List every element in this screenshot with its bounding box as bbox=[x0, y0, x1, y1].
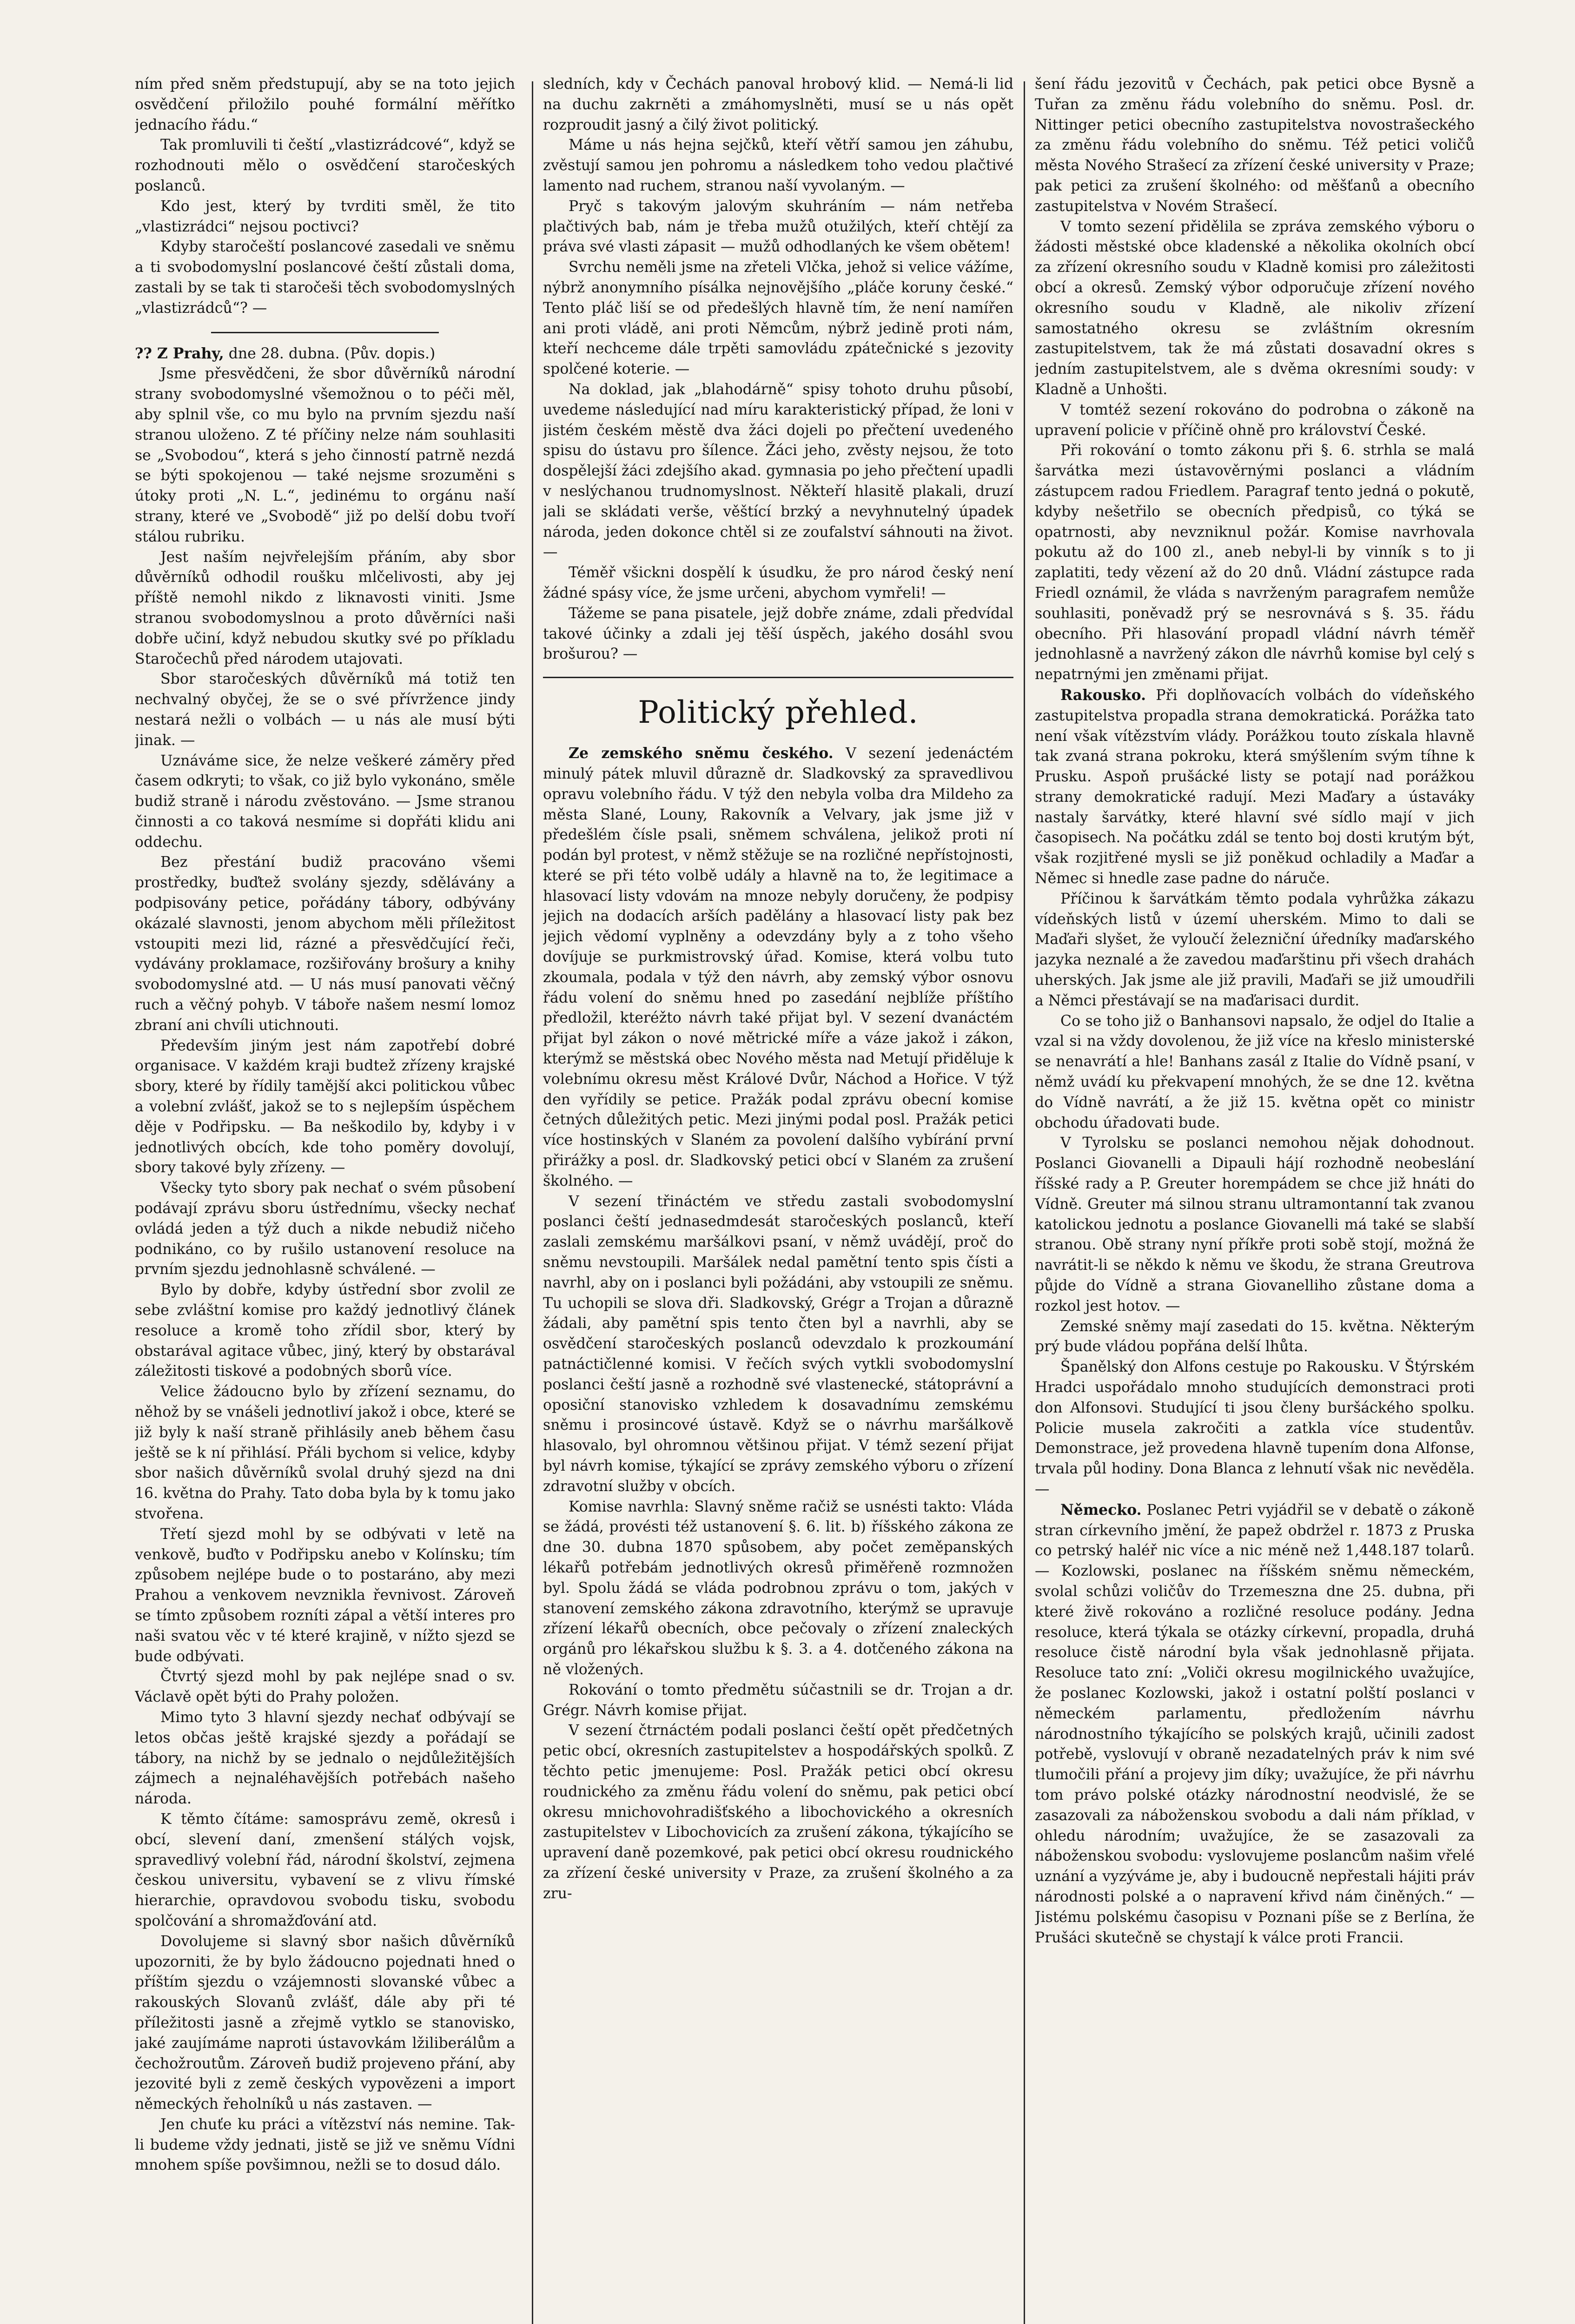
paragraph: V tomto sezení přidělila se zpráva zemského výboru o žádosti městské obce kladenské a několika okolních obcí za zřízení okresního soudu v Kladně komisi pro záležitosti obcí a okresů. Zemský výbor odporučuje zřízení nového okresního soudu v Kladně, ale nikoliv zřízení samostatného okresu se zvláštním okresním zastupitelstvem, tak že má zůstati dosavadní okres s jedním zastupitelstvem, ale s dvěma okresními soudy: v Kladně a Unhošti. bbox=[1035, 218, 1475, 398]
column-3 bbox=[1035, 74, 1475, 2322]
paragraph: Velice žádoucno bylo by zřízení seznamu, do něhož by se vnášeli jednotliví jakož i obce, které se již byly k naší straně přihlásily aneb během času ještě se k ní přihlásí. Přáli bychom si velice, kdyby sbor našich důvěrníků svolal druhý sjezd na dni 16. května do Prahy. Tato doba byla by k tomu jako stvořena. bbox=[135, 1383, 515, 1522]
paragraph: Na doklad, jak „blahodárně“ spisy tohoto druhu působí, uvedeme následující nad míru karakteristický případ, že loni v jistém českém městě dva žáci dojeli po přečtení uvedeného spisu do ústavu pro šílence. Žáci jeho, zvěsty nejsou, že toto dospělejší žáci zdejšího akad. gymnasia po jeho přečtení upadli v neslýchanou trudnomyslnost. Někteří hlasitě plakali, druzí jali se skládati verše, věštící brzký a nevyhnutelný úpadek národa, jeden dokonce chtěl si ze zoufalství sáhnouti na život. — bbox=[543, 381, 1013, 561]
dateline-place: ?? Z Prahy, bbox=[135, 344, 224, 362]
paragraph: Tážeme se pana pisatele, jejž dobře známe, zdali předvídal takové účinky a zdali jej těší úspěch, jakého dosáhl svou brošurou? — bbox=[543, 605, 1013, 663]
paragraph: Jsme přesvědčeni, že sbor důvěrníků národní strany svobodomyslné všemožnou o to péči měl, aby splnil vše, co mu bylo na prvním sjezdu naší stranou uloženo. Z té příčiny nelze nám souhlasiti se „Svobodou“, která s jeho činností patrně nezdá se býti spokojenou — také nejsme srozuměni s útoky proti „N. L.“, jedinému to orgánu naší strany, které ve „Svobodě“ již po delší dobu tvoří stálou rubriku. bbox=[135, 365, 515, 545]
paragraph: K těmto čítáme: samosprávu země, okresů i obcí, slevení daní, zmenšení stálých vojsk, spravedlivý volební řád, národní školství, zejmena českou universitu, vybavení se z vlivu římské hierarchie, opravdovou svobodu tisku, svobodu spolčování a shromažďování atd. bbox=[135, 1810, 515, 1929]
paragraph: Čtvrtý sjezd mohl by pak nejlépe snad o sv. Václavě opět býti do Prahy položen. bbox=[135, 1668, 515, 1706]
paragraph: Máme u nás hejna sejčků, kteří větří samou jen záhubu, zvěstují samou jen pohromu a následkem toho vedou plačtivé lamento nad ruchem, stranou naší vyvolaným. — bbox=[543, 137, 1013, 194]
dateline bbox=[135, 343, 515, 364]
column-2 bbox=[543, 74, 1013, 2322]
paragraph: Bez přestání budiž pracováno všemi prostředky, buďtež svolány sjezdy, sdělávány a podpisovány petice, pořádány tábory, odbývány okázalé slavnosti, jenom abychom měli příležitost vstoupiti mezi lid, rázné a přesvědčující řeči, vydávány proklamace, rozšiřovány brošury a knihy svobodomyslné atd. — U nás musí panovati věčný ruch a věčný pohyb. V táboře našem nesmí lomoz zbraní ani chvíli utichnouti. bbox=[135, 854, 515, 1034]
column-rule-2 bbox=[1024, 81, 1025, 2324]
paragraph: Kdo jest, který by tvrditi směl, že tito „vlastizrádci“ nejsou poctivci? bbox=[135, 198, 515, 235]
paragraph: Třetí sjezd mohl by se odbývati v letě na venkově, buďto v Podřipsku anebo v Kolínsku; tím způsobem nejlépe bude o to postaráno, aby mezi Prahou a venkovem nevznikla řevnivost. Zároveň se tímto způsobem rozníti zápal a větší interes pro naši svatou věc v té které krajině, v nížto sjezd se bude odbývati. bbox=[135, 1525, 515, 1665]
paragraph: Jen chuťe ku práci a vítězství nás nemine. Tak-li budeme vždy jednati, jistě se již ve sněmu Vídni mnohem spíše povšimnou, nežli se to dosud dálo. bbox=[135, 2116, 515, 2174]
paragraph: Všecky tyto sbory pak nechať o svém působení podávají zprávu sboru ústřednímu, všecky nechať ovládá jeden a týž duch a nikde nebudiž ničeho podnikáno, co by rušilo ustanovení resoluce na prvním sjezdu jednohlasně schválené. — bbox=[135, 1180, 515, 1278]
paragraph: V sezení třináctém ve středu zastali svobodomyslní poslanci čeští jednasedmdesát staročeských poslanců, kteří zaslali zemskému maršálkovi psaní, v němž uvádějí, proč do sněmu nevstoupili. Maršálek nedal pamětní tento spis čísti a navrhl, aby on i poslanci byli požádáni, aby vstoupili ze sněmu. Tu uchopili se slova dři. Sladkovský, Grégr a Trojan a důrazně žádali, aby pamětní spis tento čten byl a navrhli, aby se osvědčení staročeských poslanců odevzdalo k prozkoumání patnáctičlenné komisi. V řečích svých vytkli svobodomyslní poslanci čeští jasně a rozhodně své vlastenecké, státoprávní a oposiční stanovisko vzhledem k dosavadnímu zemskému sněmu i prosincové ústavě. Když se o návrhu maršálkově hlasovalo, byl ohromnou většinou přijat. V témž sezení přijat byl návrh komise, týkající se zprávy zemského výboru o zřízení zdravotní služby v obcích. bbox=[543, 1193, 1013, 1495]
paragraph: Zemské sněmy mají zasedati do 15. května. Některým prý bude vládou popřána delší lhůta. bbox=[1035, 1318, 1475, 1355]
paragraph: Téměř všickni dospělí k úsudku, že pro národ český není žádné spásy více, že jsme určeni, abychom vymřeli! — bbox=[543, 564, 1013, 601]
column-1 bbox=[135, 74, 515, 2322]
dateline-date: dne 28. dubna. (Pův. dopis.) bbox=[228, 345, 436, 362]
separator bbox=[543, 677, 1013, 678]
paragraph: Rokování o tomto předmětu súčastnili se dr. Trojan a dr. Grégr. Návrh komise přijat. bbox=[543, 1681, 1013, 1719]
subsection-title: Ze zemského sněmu českého. bbox=[569, 745, 834, 762]
paragraph: Pryč s takovým jalovým skuhráním — nám netřeba plačtivých bab, nám je třeba mužů otužilých, kteří chtějí za práva své vlasti zápasit — mužů odhodlaných ke všem obětem! bbox=[543, 198, 1013, 256]
paragraph-text: Při doplňovacích volbách do vídeňského zastupitelstva propadla strana demokratická. Porážka tato není však vítězstvím vlády. Porážkou touto získala hlavně tak zvaná strana pokroku, která smýšlením svým tíhne k Prusku. Aspoň prušácké listy se potají nad porážkou strany demokratické radují. Mezi Maďary a ústaváky nastaly šarvátky, které hlavní své sídlo mají v jich časopisech. Na počátku zdál se tento boj dosti krutým být, však rozjitřené mysli se již poněkud ochladily a Maďar a Němec si hnedle zase padne do náruče. bbox=[1035, 687, 1475, 887]
paragraph: Svrchu neměli jsme na zřeteli Vlčka, jehož si velice vážíme, nýbrž anonymního písálka nejnovějšího „pláče koruny české.“ Tento pláč liší se od předešlých hlavně tím, že není namířen ani proti vládě, ani proti Němcům, nýbrž jedině proti nám, kteří nechceme dále trpěti samovládu zpátečnické s jezovity spolčené koterie. — bbox=[543, 259, 1013, 378]
paragraph: šení řádu jezovitů v Čechách, pak petici obce Bysně a Tuřan za změnu řádu volebního do sněmu. Posl. dr. Nittinger petici obecního zastupitelstva novostrašeckého za změnu řádu volebního do sněmu. Též petici voličů města Nového Strašecí za zřízení české university v Praze; pak petici za zrušení školného: od měšťanů a obecního zastupitelstva v Novém Strašecí. bbox=[1035, 76, 1475, 215]
paragraph: Co se toho již o Banhansovi napsalo, že odjel do Italie a vzal si na vždy dovolenou, že již více na křeslo ministerské se nenavrátí a hle! Banhans zasál z Italie do Vídně psaní, v němž uvádí ku překvapení mnohých, že se dne 12. května do Vídně navrátí, a že již 15. května opět co ministr obchodu úřadovati bude. bbox=[1035, 1012, 1475, 1131]
paragraph: Jest naším nejvřelejším přáním, aby sbor důvěrníků odhodil roušku mlčelivosti, aby jej příště nemohl nikdo z liknavosti viniti. Jsme stranou svobodomyslnou a proto důvěrníci naši dobře učiní, když nebudou skutky své po příkladu Staročechů před národem utajovati. bbox=[135, 548, 515, 667]
paragraph: Uznáváme sice, že nelze veškeré záměry před časem odkryti; to však, co již bylo vykonáno, směle budiž straně i národu zvěstováno. — Jsme stranou činnosti a co taková nesmíme si dopřáti klidu ani oddechu. bbox=[135, 752, 515, 851]
paragraph: Kdyby staročeští poslancové zasedali ve sněmu a ti svobodomyslní poslancové čeští zůstali doma, zastali by se tak ti staročeši těch svobodomyslných „vlastizrádců“? — bbox=[135, 238, 515, 317]
separator bbox=[211, 332, 439, 333]
subsection-title: Německo. bbox=[1060, 1501, 1142, 1519]
paragraph: Především jiným jest nám zapotřebí dobré organisace. V každém kraji budtež zřízeny krajské sbory, které by řídily tamější akci politickou vůbec a volební zvlášť, jakož se to s nejlepším úspěchem děje v Podřipsku. — Ba neškodilo by, kdyby i v jednotlivých obcích, kde toho poměry dovolují, sbory takové byly zřízeny. — bbox=[135, 1037, 515, 1176]
paragraph: V Tyrolsku se poslanci nemohou nějak dohodnout. Poslanci Giovanelli a Dipauli hájí rozhodně neobeslání říšské rady a P. Greuter horempádem se chce již hnáti do Vídně. Greuter má silnou stranu ultramontanní tak zvanou katolickou jednotu a poslance Giovanelli má také se slabší stranou. Obě strany nyní příkře proti sobě stojí, možná že navrátit-li se někdo k němu ve škodu, že strana Greutrova půjde do Vídně a strana Giovanelliho zůstane doma a rozkol jest hotov. — bbox=[1035, 1135, 1475, 1314]
paragraph: Mimo tyto 3 hlavní sjezdy nechať odbývají se letos občas ještě krajské sjezdy a pořádají se tábory, na nichž by se jednalo o nejdůležitějších zájmech a nejnaléhavějších potřebách našeho národa. bbox=[135, 1709, 515, 1808]
column-rule-1 bbox=[532, 81, 533, 2324]
paragraph-text: Poslanec Petri vyjádřil se v debatě o zákoně stran církevního jmění, že papež obdržel r. 1873 z Pruska co petrský haléř nic více a nic méně než 1,448.187 tolarů. — Kozlowski, poslanec na říšském sněmu německém, svolal schůzi voličův do Trzemeszna dne 25. dubna, při které živě rokováno a rozličné resoluce podány. Jedna resoluce, která týkala se otázky církevní, propadla, druhá resoluce čistě národní byla však jednohlasně přijata. Resoluce tato zní: „Voliči okresu mogilnického uvažujíce, že poslanec Kozlowski, jakož i ostatní polští poslanci v německém parlamentu, předložením návrhu národnostního týkajícího se polských krajů, učinili zadost potřebě, vyslovují v obraně nezadatelných práv k nim své tlumočili přání a projevy jim díky; uvažujíce, že při návrhu tom právo polské otázky národnostní neodvislé, že se zasazovali za náboženskou svobodu a dali nám příklad, v ohledu národním; uvažujíce, že se zasazovali za náboženskou svobodu: vyslovujeme poslancům našim vřelé uznání a vyzýváme je, aby i budoucně nepřestali hájiti práv národnosti polské a o napravení křivd nám činěných.“ — Jistému polskému časopisu v Poznani píše se z Berlína, že Prušáci skutečně se chystají k válce proti Francii. bbox=[1035, 1501, 1475, 1946]
paragraph: Příčinou k šarvátkám těmto podala vyhrůžka zákazu vídeňských listů v území uherském. Mimo to dali se Maďaři slyšet, že vyloučí železniční úředníky maďarského jazyka neznalé a že zavedou maďarštinu při všech drahách uherských. Jak jsme ale již pravili, Maďaři se již umoudřili a Němci přestávají se na maďarisaci durdit. bbox=[1035, 890, 1475, 1009]
paragraph bbox=[1035, 1500, 1475, 1948]
paragraph: V tomtéž sezení rokováno do podrobna o zákoně na upravení policie v příčině ohně pro království České. bbox=[1035, 401, 1475, 439]
paragraph: sledních, kdy v Čechách panoval hrobový klid. — Nemá-li lid na duchu zakrněti a zmáhomyslněti, musí se u nás opět rozproudit jasný a čilý život politický. bbox=[543, 76, 1013, 133]
section-heading: Politický přehled. bbox=[638, 694, 919, 731]
paragraph: Komise navrhla: Slavný sněme račiž se usnésti takto: Vláda se žádá, provésti též ustanovení §. 6. lit. b) říšského zákona ze dne 30. dubna 1870 spůsobem, aby počet zeměpanských lékařů potřebám jednotlivých okresů přiměřeně rozmnožen byl. Spolu žádá se vláda podrobnou zprávu o tom, jakých v stanovení zemského zákona zdravotního, kterýmž se upravuje zřízení lékařů obecních, obce pečovaly o zřízení znaleckých orgánů pro lékařskou službu k §. 3. a 4. dotčeného zákona na ně vložených. bbox=[543, 1498, 1013, 1678]
paragraph: Španělský don Alfons cestuje po Rakousku. V Štýrském Hradci uspořádalo mnoho studujících demonstraci proti don Alfonsovi. Studující ti jsou členy buršáckého spolku. Policie musela zakročiti a zatkla více studentův. Demonstrace, jež provedena hlavně tupením dona Alfonse, trvala půl hodiny. Dona Blanca z lehnutí však nic nevěděla. — bbox=[1035, 1359, 1475, 1498]
paragraph: V sezení čtrnáctém podali poslanci čeští opět předčetných petic obcí, okresních zastupitelstev a hospodářských spolků. Z těchto petic jmenujeme: Posl. Pražák petici obcí okresu roudnického za změnu řádu volení do sněmu, pak petici obcí okresu mnichovohradišťského a libochovického a okresních zastupitelstev v Libochovicích za zrušení zákona, týkajícího se upravení daně pozemkové, pak petici obcí okresu roudnického za zřízení české university v Praze, za zrušení školného a za zru- bbox=[543, 1722, 1013, 1902]
paragraph: Dovolujeme si slavný sbor našich důvěrníků upozorniti, že by bylo žádoucno pojednati hned o příštím sjezdu o vzájemnosti slovanské vůbec a rakouských Slovanů zvlášť, dále aby při té příležitosti jasně a zřejmě vytklo se stanovisko, jaké zaujímáme naproti ústavovkám lžiliberálům a čechožroutům. Zároveň budiž projeveno přání, aby jezovité byli z země českých vypovězeni a import německých řeholníků u nás zastaven. — bbox=[135, 1933, 515, 2113]
paragraph: ním před sněm předstupují, aby se na toto jejich osvědčení přiložilo pouhé formální měřítko jednacího řádu.“ bbox=[135, 76, 515, 133]
paragraph: Sbor staročeských důvěrníků má totiž ten nechvalný obyčej, že se o své přívržence jindy nestará nežli o volbách — u nás ale musí býti jinak. — bbox=[135, 671, 515, 749]
paragraph-text: V sezení jedenáctém minulý pátek mluvil důrazně dr. Sladkovský za spravedlivou opravu volebního řádu. V týž den nebyla volba dra Mildeho za města Slané, Louny, Rakovník a Velvary, jak jsme již v předešlém čísle psali, sněmem schválena, jelikož proti ní podán byl protest, v němž stěžuje se na rozličné nepřístojnosti, které se při této volbě udály a hlavně na to, že legitimace a hlasovací listy vdovám na mnoze nebyly doručeny, že podpisy jejich na dodacích arších padělány a hlasovací listy pak bez jejich vědomí vyplněny a odevzdány byly a z toho všeho dovíjuje se purkmistrovský úřad. Komise, která volbu tuto zkoumala, podala v týž den návrh, aby zemský výbor osnovu řádu volení do sněmu hned po zasedání nejblíže příštího předložil, kteréžto návrh také přijat byl. V sezení dvanáctém přijat byl zákon o nové mětrické míře a váze jakož i zákon, kterýmž se městská obec Nového města nad Metují přiděluje k volebnímu okresu měst Králové Dvůr, Náchod a Hořice. V týž den vyřídily se petice. Pražák podal zprávu obecní komise četných důležitých petic. Mezi jinými podal posl. Pražák petici více hostinských v Slaném za povolení dalšího vybírání první přirážky a posl. dr. Sladkovský petici obcí v Slaném za zrušení školného. — bbox=[543, 745, 1013, 1189]
paragraph bbox=[1035, 685, 1475, 889]
paragraph bbox=[543, 743, 1013, 1192]
paragraph: Bylo by dobře, kdyby ústřední sbor zvolil ze sebe zvláštní komise pro každý jednotlivý článek resoluce a kromě toho zřídil sbor, který by obstarával agitace vůbec, jiný, který by obstarával záležitosti tiskové a podobných sborů více. bbox=[135, 1281, 515, 1380]
paragraph: Tak promluvili ti čeští „vlastizrádcové“, když se rozhodnouti mělo o osvědčení staročeských poslanců. bbox=[135, 137, 515, 194]
subsection-title: Rakousko. bbox=[1060, 686, 1146, 704]
paragraph: Při rokování o tomto zákonu při §. 6. strhla se malá šarvátka mezi ústavověrnými poslanci a vládním zástupcem radou Friedlem. Paragraf tento jedná o pokutě, kdyby nešetřilo se obecních předpisů, co týká se opatrnosti, aby nevzniknul požár. Komise navrhovala pokutu až do 100 zl., aneb nebyl-li by vinník s to ji zaplatiti, tedy vězení až do 20 dnů. Vládní zástupce rada Friedl oznámil, že vláda s navrženým paragrafem nemůže souhlasiti, poněvadž prý se nesrovnává s §. 35. řádu obecního. Při hlasování propadl vládní návrh téměř jednohlasně a navržený zákon dle návrhů komise byl celý s nepatrnými jen změnami přijat. bbox=[1035, 442, 1475, 683]
